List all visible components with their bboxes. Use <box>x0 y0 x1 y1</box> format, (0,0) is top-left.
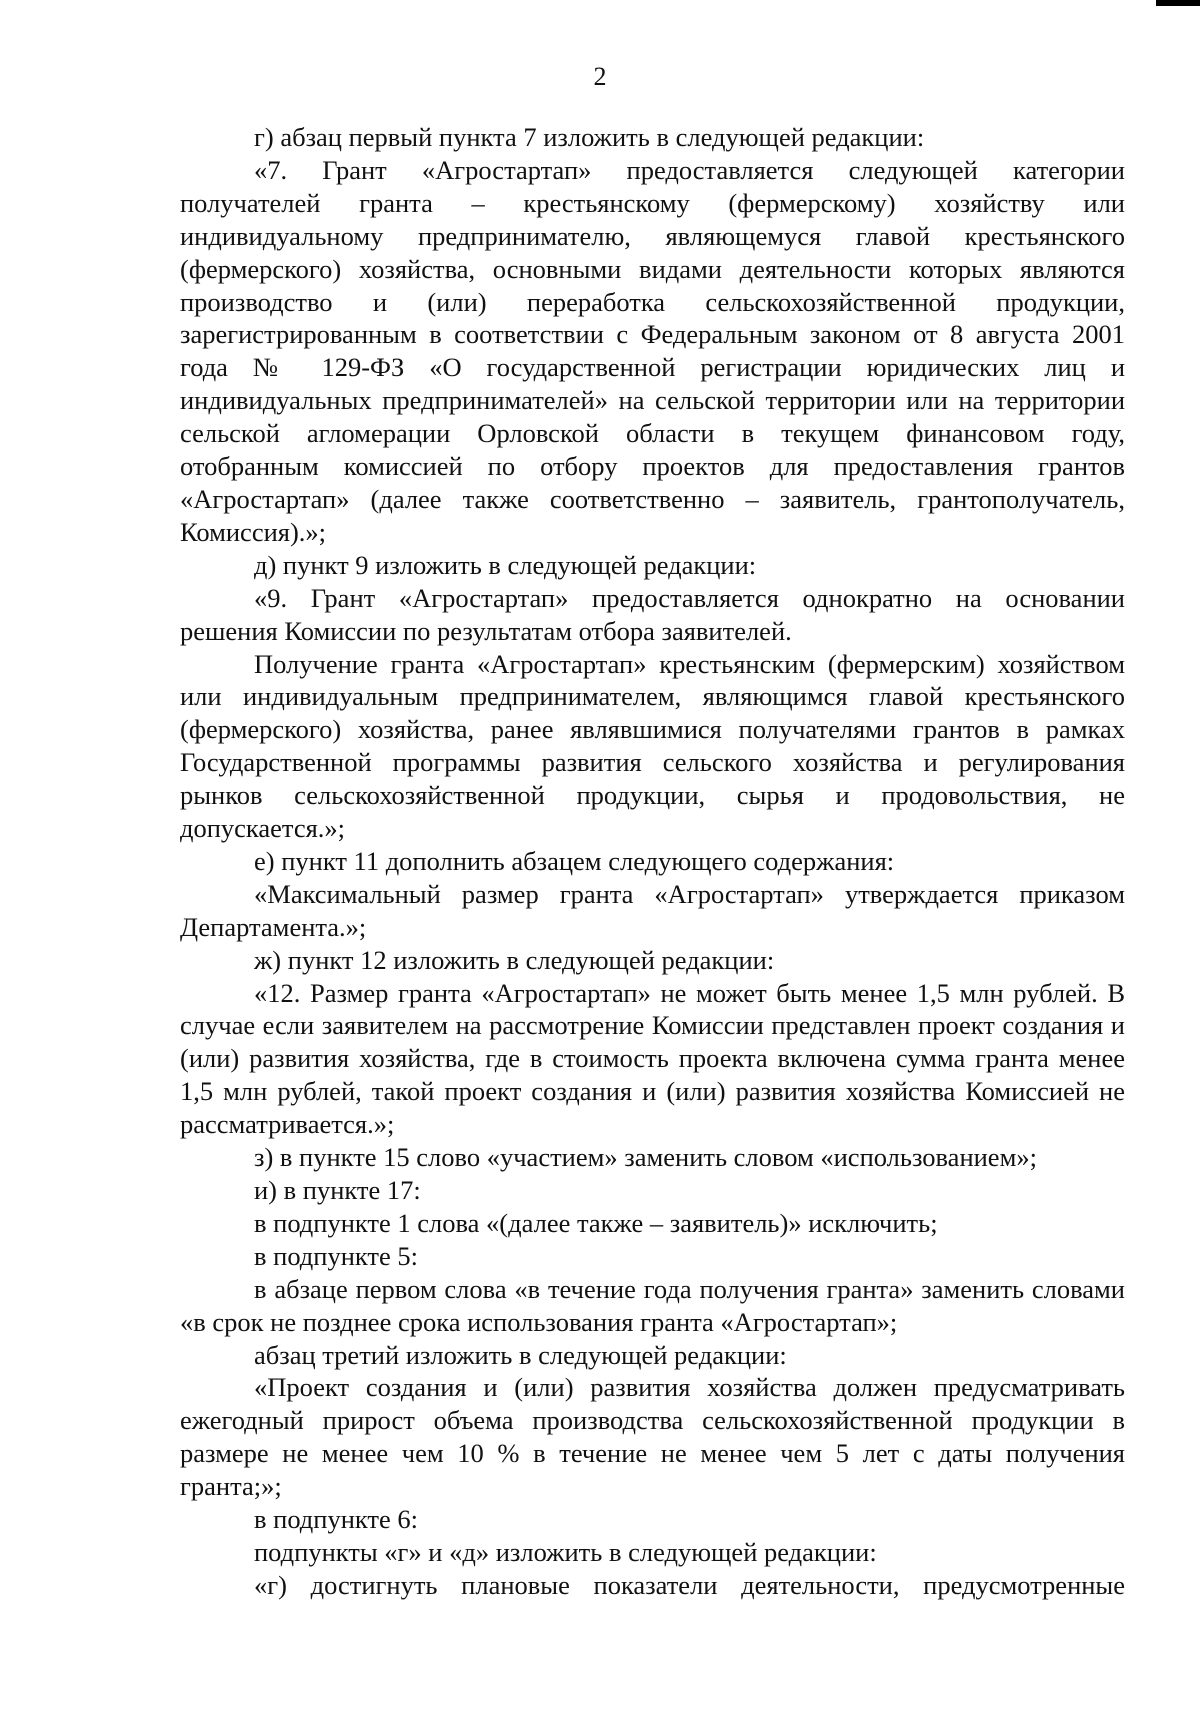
paragraph: ж) пункт 12 изложить в следующей редакции: <box>254 944 775 975</box>
paragraph: в подпункте 5: <box>254 1240 419 1271</box>
paragraph: подпункты «г» и «д» изложить в следующей редакции: <box>254 1536 877 1567</box>
paragraph: «12. Размер гранта «Агростартап» не может быть менее 1,5 млн рублей. В случае если заявителем на рассмотрение Комиссии представлен проект создания и (или) развития хозяйства, где в стоимость проекта включена сумма гранта менее 1,5 млн рублей, такой проект создания и (или) развития хозяйства Комиссией не рассматривается.»; <box>180 977 1125 1140</box>
paragraph: «Максимальный размер гранта «Агростартап» утверждается приказом Департамента.»; <box>180 878 1125 942</box>
page-number: 2 <box>593 62 607 91</box>
scan-corner-mark <box>1156 0 1200 6</box>
paragraph: г) абзац первый пункта 7 изложить в следующей редакции: <box>254 122 925 152</box>
paragraph: в абзаце первом слова «в течение года получения гранта» заменить словами «в срок не позднее срока использования гранта «Агростартап»; <box>180 1273 1125 1337</box>
paragraph: «9. Грант «Агростартап» предоставляется однократно на основании решения Комиссии по результатам отбора заявителей. <box>180 582 1125 646</box>
paragraph: з) в пункте 15 слово «участием» заменить словом «использованием»; <box>254 1142 1037 1173</box>
paragraph: д) пункт 9 изложить в следующей редакции: <box>254 549 757 580</box>
paragraph: в подпункте 1 слова «(далее также – заявитель)» исключить; <box>254 1207 938 1238</box>
paragraph: «Проект создания и (или) развития хозяйства должен предусматривать ежегодный прирост объема производства сельскохозяйственной продукции в размере не менее чем 10 % в течение не менее чем 5 лет с даты получения гранта;»; <box>180 1372 1125 1502</box>
paragraph: Получение гранта «Агростартап» крестьянским (фермерским) хозяйством или индивидуальным предпринимателем, являющимся главой крестьянского (фермерского) хозяйства, ранее являвшимися получателями грантов в рамках Государственной программы развития сельского хозяйства и регулирования рынков сельскохозяйственной продукции, сырья и продовольствия, не допускается.»; <box>180 648 1125 844</box>
paragraph: в подпункте 6: <box>254 1504 419 1535</box>
document-body <box>180 121 1125 1602</box>
paragraph: «7. Грант «Агростартап» предоставляется следующей категории получателей гранта – крестьянскому (фермерскому) хозяйству или индивидуальному предпринимателю, являющемуся главой крестьянского (фермерского) хозяйства, основными видами деятельности которых являются производство и (или) переработка сельскохозяйственной продукции, зарегистрированным в соответствии с Федеральным законом от 8 августа 2001 года № 129-ФЗ «О государственной регистрации юридических лиц и индивидуальных предпринимателей» на сельской территории или на территории сельской агломерации Орловской области в текущем финансовом году, отобранным комиссией по отбору проектов для предоставления грантов «Агростартап» (далее также соответственно – заявитель, грантополучатель, Комиссия).»; <box>180 154 1125 547</box>
paragraph: е) пункт 11 дополнить абзацем следующего содержания: <box>254 845 895 876</box>
paragraph: абзац третий изложить в следующей редакции: <box>254 1339 787 1370</box>
paragraph: и) в пункте 17: <box>254 1175 421 1205</box>
paragraph: «г) достигнуть плановые показатели деятельности, предусмотренные <box>254 1569 1125 1600</box>
